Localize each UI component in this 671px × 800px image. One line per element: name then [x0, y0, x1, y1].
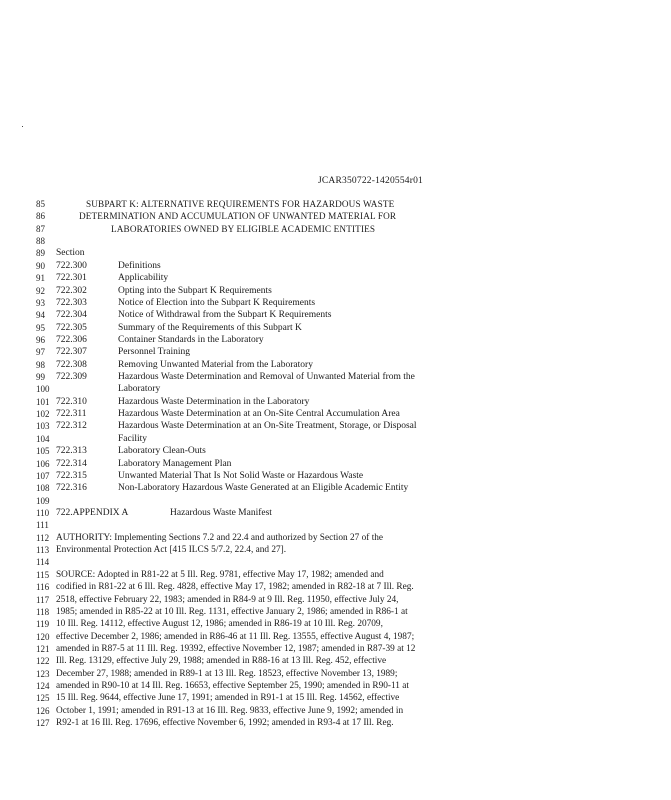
source-text: 2518, effective February 22, 1983; amended in R84-9 at 9 Ill. Reg. 11950, effective July 24,: [56, 594, 399, 605]
line-number: 124: [36, 681, 50, 692]
line-number: 94: [36, 310, 45, 321]
section-number: 722.300: [56, 260, 87, 271]
section-title: Removing Unwanted Material from the Laboratory: [118, 359, 313, 370]
document-id: JCAR350722-1420554r01: [318, 176, 424, 186]
toc-line: [0, 383, 671, 395]
source-text: amended in R90-10 at 14 Ill. Reg. 16653, effective September 25, 1990; amended in R90-11 at: [56, 681, 409, 692]
section-title: Facility: [118, 433, 148, 444]
title-line: [0, 223, 671, 235]
source-text: 10 Ill. Reg. 14112, effective August 12, 1986; amended in R86-19 at 10 Ill. Reg. 20709,: [56, 619, 383, 630]
line-number: 91: [36, 273, 45, 284]
subpart-title-line: DETERMINATION AND ACCUMULATION OF UNWANTED MATERIAL FOR: [79, 211, 397, 222]
section-number: 722.314: [56, 458, 87, 469]
title-line: [0, 198, 671, 210]
blank-line: [0, 519, 671, 531]
source-line: [0, 692, 671, 704]
line-number: 108: [36, 483, 50, 494]
section-number: 722.311: [56, 409, 87, 420]
source-text: codified in R81-22 at 6 Ill. Reg. 4828, effective May 17, 1982; amended in R82-18 at 7 Ill. Reg.: [56, 582, 414, 593]
section-title: Hazardous Waste Determination and Removal of Unwanted Material from the: [118, 372, 415, 383]
toc-line: [0, 346, 671, 358]
source-text: December 27, 1988; amended in R89-1 at 13 Ill. Reg. 18523, effective November 13, 1989;: [56, 668, 398, 679]
scan-speck: [22, 126, 23, 127]
subpart-title-line: SUBPART K: ALTERNATIVE REQUIREMENTS FOR HAZARDOUS WASTE: [86, 199, 395, 209]
section-title: Hazardous Waste Determination at an On-Site Central Accumulation Area: [118, 409, 400, 420]
line-number: 96: [36, 334, 45, 345]
source-line: [0, 569, 671, 581]
line-number: 87: [36, 223, 45, 234]
line-number: 93: [36, 297, 45, 308]
line-number: 105: [36, 446, 50, 457]
line-number: 109: [36, 495, 50, 506]
line-number: 127: [36, 718, 50, 729]
section-title: Hazardous Waste Determination at an On-Site Treatment, Storage, or Disposal: [118, 421, 417, 432]
line-number: 107: [36, 470, 50, 481]
toc-line: [0, 285, 671, 297]
appendix-number: 722.APPENDIX A: [56, 508, 129, 518]
section-number: 722.304: [56, 310, 87, 321]
line-number: 90: [36, 260, 45, 271]
section-number: 722.315: [56, 470, 87, 481]
section-title: Laboratory Management Plan: [118, 458, 232, 469]
section-number: 722.313: [56, 446, 87, 457]
section-title: Notice of Election into the Subpart K Requirements: [118, 297, 316, 308]
source-text: SOURCE: Adopted in R81-22 at 5 Ill. Reg. 9781, effective May 17, 1982; amended and: [56, 569, 384, 580]
section-title: Personnel Training: [118, 347, 191, 358]
toc-line: [0, 458, 671, 470]
source-line: [0, 643, 671, 655]
toc-line: [0, 445, 671, 457]
source-line: [0, 680, 671, 692]
section-title: Unwanted Material That Is Not Solid Waste or Hazardous Waste: [118, 470, 364, 481]
section-title: Container Standards in the Laboratory: [118, 334, 264, 345]
line-number: 89: [36, 248, 45, 259]
section-number: 722.312: [56, 421, 87, 432]
section-title: Summary of the Requirements of this Subpart K: [118, 322, 302, 333]
section-number: 722.316: [56, 483, 87, 494]
toc-line: [0, 272, 671, 284]
line-number: 119: [36, 619, 50, 630]
line-number: 104: [36, 433, 50, 444]
authority-text: AUTHORITY: Implementing Sections 7.2 and 22.4 and authorized by Section 27 of the: [56, 532, 384, 543]
line-number: 111: [36, 520, 49, 531]
authority-text: Environmental Protection Act [415 ILCS 5/7.2, 22.4, and 27].: [56, 545, 287, 556]
section-number: 722.307: [56, 347, 87, 358]
section-number: 722.309: [56, 372, 87, 383]
section-heading-line: [0, 247, 671, 259]
line-number: 113: [36, 545, 50, 556]
toc-line: [0, 297, 671, 309]
toc-line: [0, 470, 671, 482]
section-number: 722.301: [56, 273, 87, 284]
source-line: [0, 705, 671, 717]
toc-line: [0, 359, 671, 371]
line-number: 116: [36, 582, 50, 593]
section-title: Laboratory Clean-Outs: [118, 446, 206, 457]
line-number: 110: [36, 508, 50, 518]
toc-line: [0, 420, 671, 432]
source-text: October 1, 1991; amended in R91-13 at 16 Ill. Reg. 9833, effective June 9, 1992; amended in: [56, 705, 404, 716]
line-number: 120: [36, 631, 50, 642]
toc-line: [0, 260, 671, 272]
toc-line: [0, 322, 671, 334]
line-number: 95: [36, 322, 45, 333]
source-text: Ill. Reg. 13129, effective July 29, 1988; amended in R88-16 at 13 Ill. Reg. 452, effective: [56, 656, 387, 667]
line-number: 112: [36, 532, 50, 543]
section-number: 722.306: [56, 334, 87, 345]
line-number: 117: [36, 594, 50, 605]
line-number: 98: [36, 359, 45, 370]
source-line: [0, 655, 671, 667]
source-line: [0, 594, 671, 606]
toc-line: [0, 408, 671, 420]
line-number: 86: [36, 211, 45, 222]
line-number: 103: [36, 421, 50, 432]
source-text: effective December 2, 1986; amended in R86-46 at 11 Ill. Reg. 13555, effective August 4, 1987;: [56, 631, 415, 642]
source-line: [0, 581, 671, 593]
section-title: Definitions: [118, 260, 161, 271]
line-number: 106: [36, 458, 50, 469]
section-title: Opting into the Subpart K Requirements: [118, 285, 272, 296]
line-number: 115: [36, 569, 50, 580]
toc-line: [0, 371, 671, 383]
line-number: 118: [36, 606, 50, 617]
source-text: 15 Ill. Reg. 9644, effective June 17, 1991; amended in R91-1 at 15 Ill. Reg. 14562, effective: [56, 693, 400, 704]
toc-line: [0, 433, 671, 445]
line-number: 126: [36, 705, 50, 716]
toc-line: [0, 334, 671, 346]
line-number: 125: [36, 693, 50, 704]
line-number: 100: [36, 384, 50, 395]
toc-line: [0, 396, 671, 408]
section-number: 722.308: [56, 359, 87, 370]
line-number: 92: [36, 285, 45, 296]
line-number: 123: [36, 668, 50, 679]
source-line: [0, 606, 671, 618]
source-text: R92-1 at 16 Ill. Reg. 17696, effective November 6, 1992; amended in R93-4 at 17 Ill. Reg.: [56, 718, 394, 729]
source-text: amended in R87-5 at 11 Ill. Reg. 19392, effective November 12, 1987; amended in R87-39 at 12: [56, 643, 416, 654]
blank-line: [0, 556, 671, 568]
line-number: 102: [36, 409, 50, 420]
section-title: Applicability: [118, 273, 169, 284]
appendix-line: [0, 507, 671, 519]
line-number: 122: [36, 656, 50, 667]
section-title: Laboratory: [118, 384, 161, 395]
section-title: Non-Laboratory Hazardous Waste Generated at an Eligible Academic Entity: [118, 483, 409, 494]
authority-line: [0, 532, 671, 544]
line-number: 121: [36, 643, 50, 654]
line-number: 85: [36, 199, 45, 209]
line-number: 97: [36, 347, 45, 358]
line-number: 88: [36, 236, 45, 247]
section-heading: Section: [56, 248, 85, 259]
line-number: 114: [36, 557, 50, 568]
source-line: [0, 668, 671, 680]
section-number: 722.302: [56, 285, 87, 296]
authority-line: [0, 544, 671, 556]
source-line: [0, 618, 671, 630]
source-text: 1985; amended in R85-22 at 10 Ill. Reg. 1131, effective January 2, 1986; amended in R86-1 at: [56, 606, 408, 617]
source-line: [0, 717, 671, 729]
title-line: [0, 210, 671, 222]
toc-line: [0, 309, 671, 321]
section-number: 722.303: [56, 297, 87, 308]
section-number: 722.310: [56, 396, 87, 407]
section-title: Hazardous Waste Determination in the Laboratory: [118, 396, 310, 407]
subpart-title-line: LABORATORIES OWNED BY ELIGIBLE ACADEMIC ENTITIES: [111, 223, 376, 234]
section-title: Notice of Withdrawal from the Subpart K Requirements: [118, 310, 332, 321]
blank-line: [0, 235, 671, 247]
source-line: [0, 631, 671, 643]
toc-line: [0, 482, 671, 494]
line-number: 101: [36, 396, 50, 407]
line-number: 99: [36, 372, 45, 383]
section-number: 722.305: [56, 322, 87, 333]
blank-line: [0, 495, 671, 507]
appendix-title: Hazardous Waste Manifest: [170, 508, 272, 518]
